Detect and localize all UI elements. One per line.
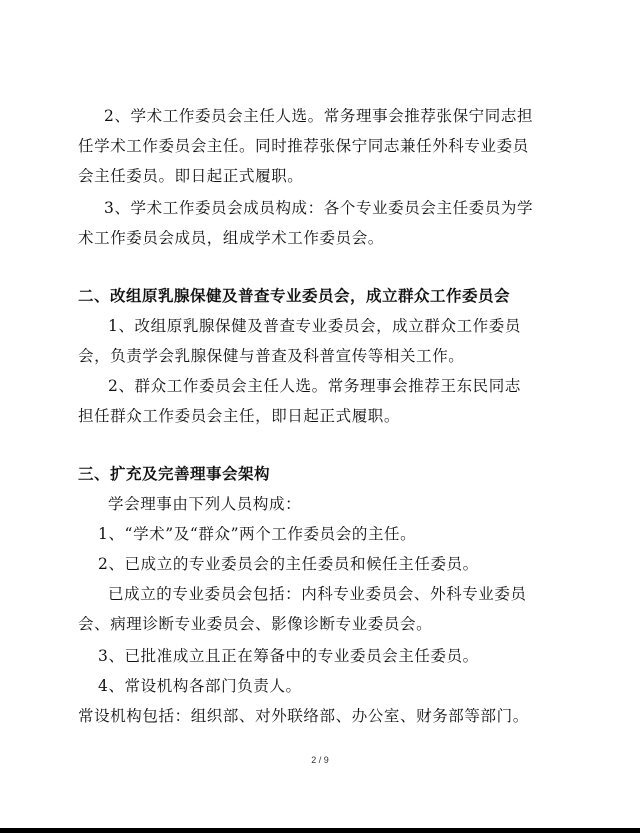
page-number: 2 / 9 bbox=[311, 755, 329, 765]
paragraph-line: 1、改组原乳腺保健及普查专业委员会，成立群众工作委员 bbox=[108, 317, 521, 335]
paragraph-line: 会主任委员。即日起正式履职。 bbox=[78, 167, 304, 185]
paragraph-line: 2、学术工作委员会主任人选。常务理事会推荐张保宁同志担 bbox=[104, 107, 534, 125]
paragraph-line: 会、病理诊断专业委员会、影像诊断专业委员会。 bbox=[78, 615, 433, 633]
section-heading: 三、扩充及完善理事会架构 bbox=[78, 465, 271, 483]
section-heading: 二、改组原乳腺保健及普查专业委员会，成立群众工作委员会 bbox=[78, 287, 511, 305]
paragraph-line: 常设机构包括：组织部、对外联络部、办公室、财务部等部门。 bbox=[78, 707, 529, 725]
paragraph-line: 2、群众工作委员会主任人选。常务理事会推荐王东民同志 bbox=[108, 377, 521, 395]
paragraph-line: 1、“学术”及“群众”两个工作委员会的主任。 bbox=[98, 525, 417, 543]
paragraph-line: 会，负责学会乳腺保健与普查及科普宣传等相关工作。 bbox=[78, 347, 465, 365]
paragraph-line: 任学术工作委员会主任。同时推荐张保宁同志兼任外科专业委员 bbox=[78, 137, 529, 155]
bottom-border bbox=[0, 828, 640, 833]
paragraph-line: 3、已批准成立且正在筹备中的专业委员会主任委员。 bbox=[98, 647, 479, 665]
paragraph-line: 术工作委员会成员，组成学术工作委员会。 bbox=[78, 229, 384, 247]
paragraph-line: 2、已成立的专业委员会的主任委员和候任主任委员。 bbox=[98, 555, 479, 573]
paragraph-line: 已成立的专业委员会包括：内科专业委员会、外科专业委员 bbox=[108, 585, 527, 603]
paragraph-line: 学会理事由下列人员构成： bbox=[108, 495, 302, 513]
paragraph-line: 3、学术工作委员会成员构成：各个专业委员会主任委员为学 bbox=[104, 199, 534, 217]
paragraph-line: 4、常设机构各部门负责人。 bbox=[98, 677, 302, 695]
paragraph-line: 担任群众工作委员会主任，即日起正式履职。 bbox=[78, 407, 401, 425]
